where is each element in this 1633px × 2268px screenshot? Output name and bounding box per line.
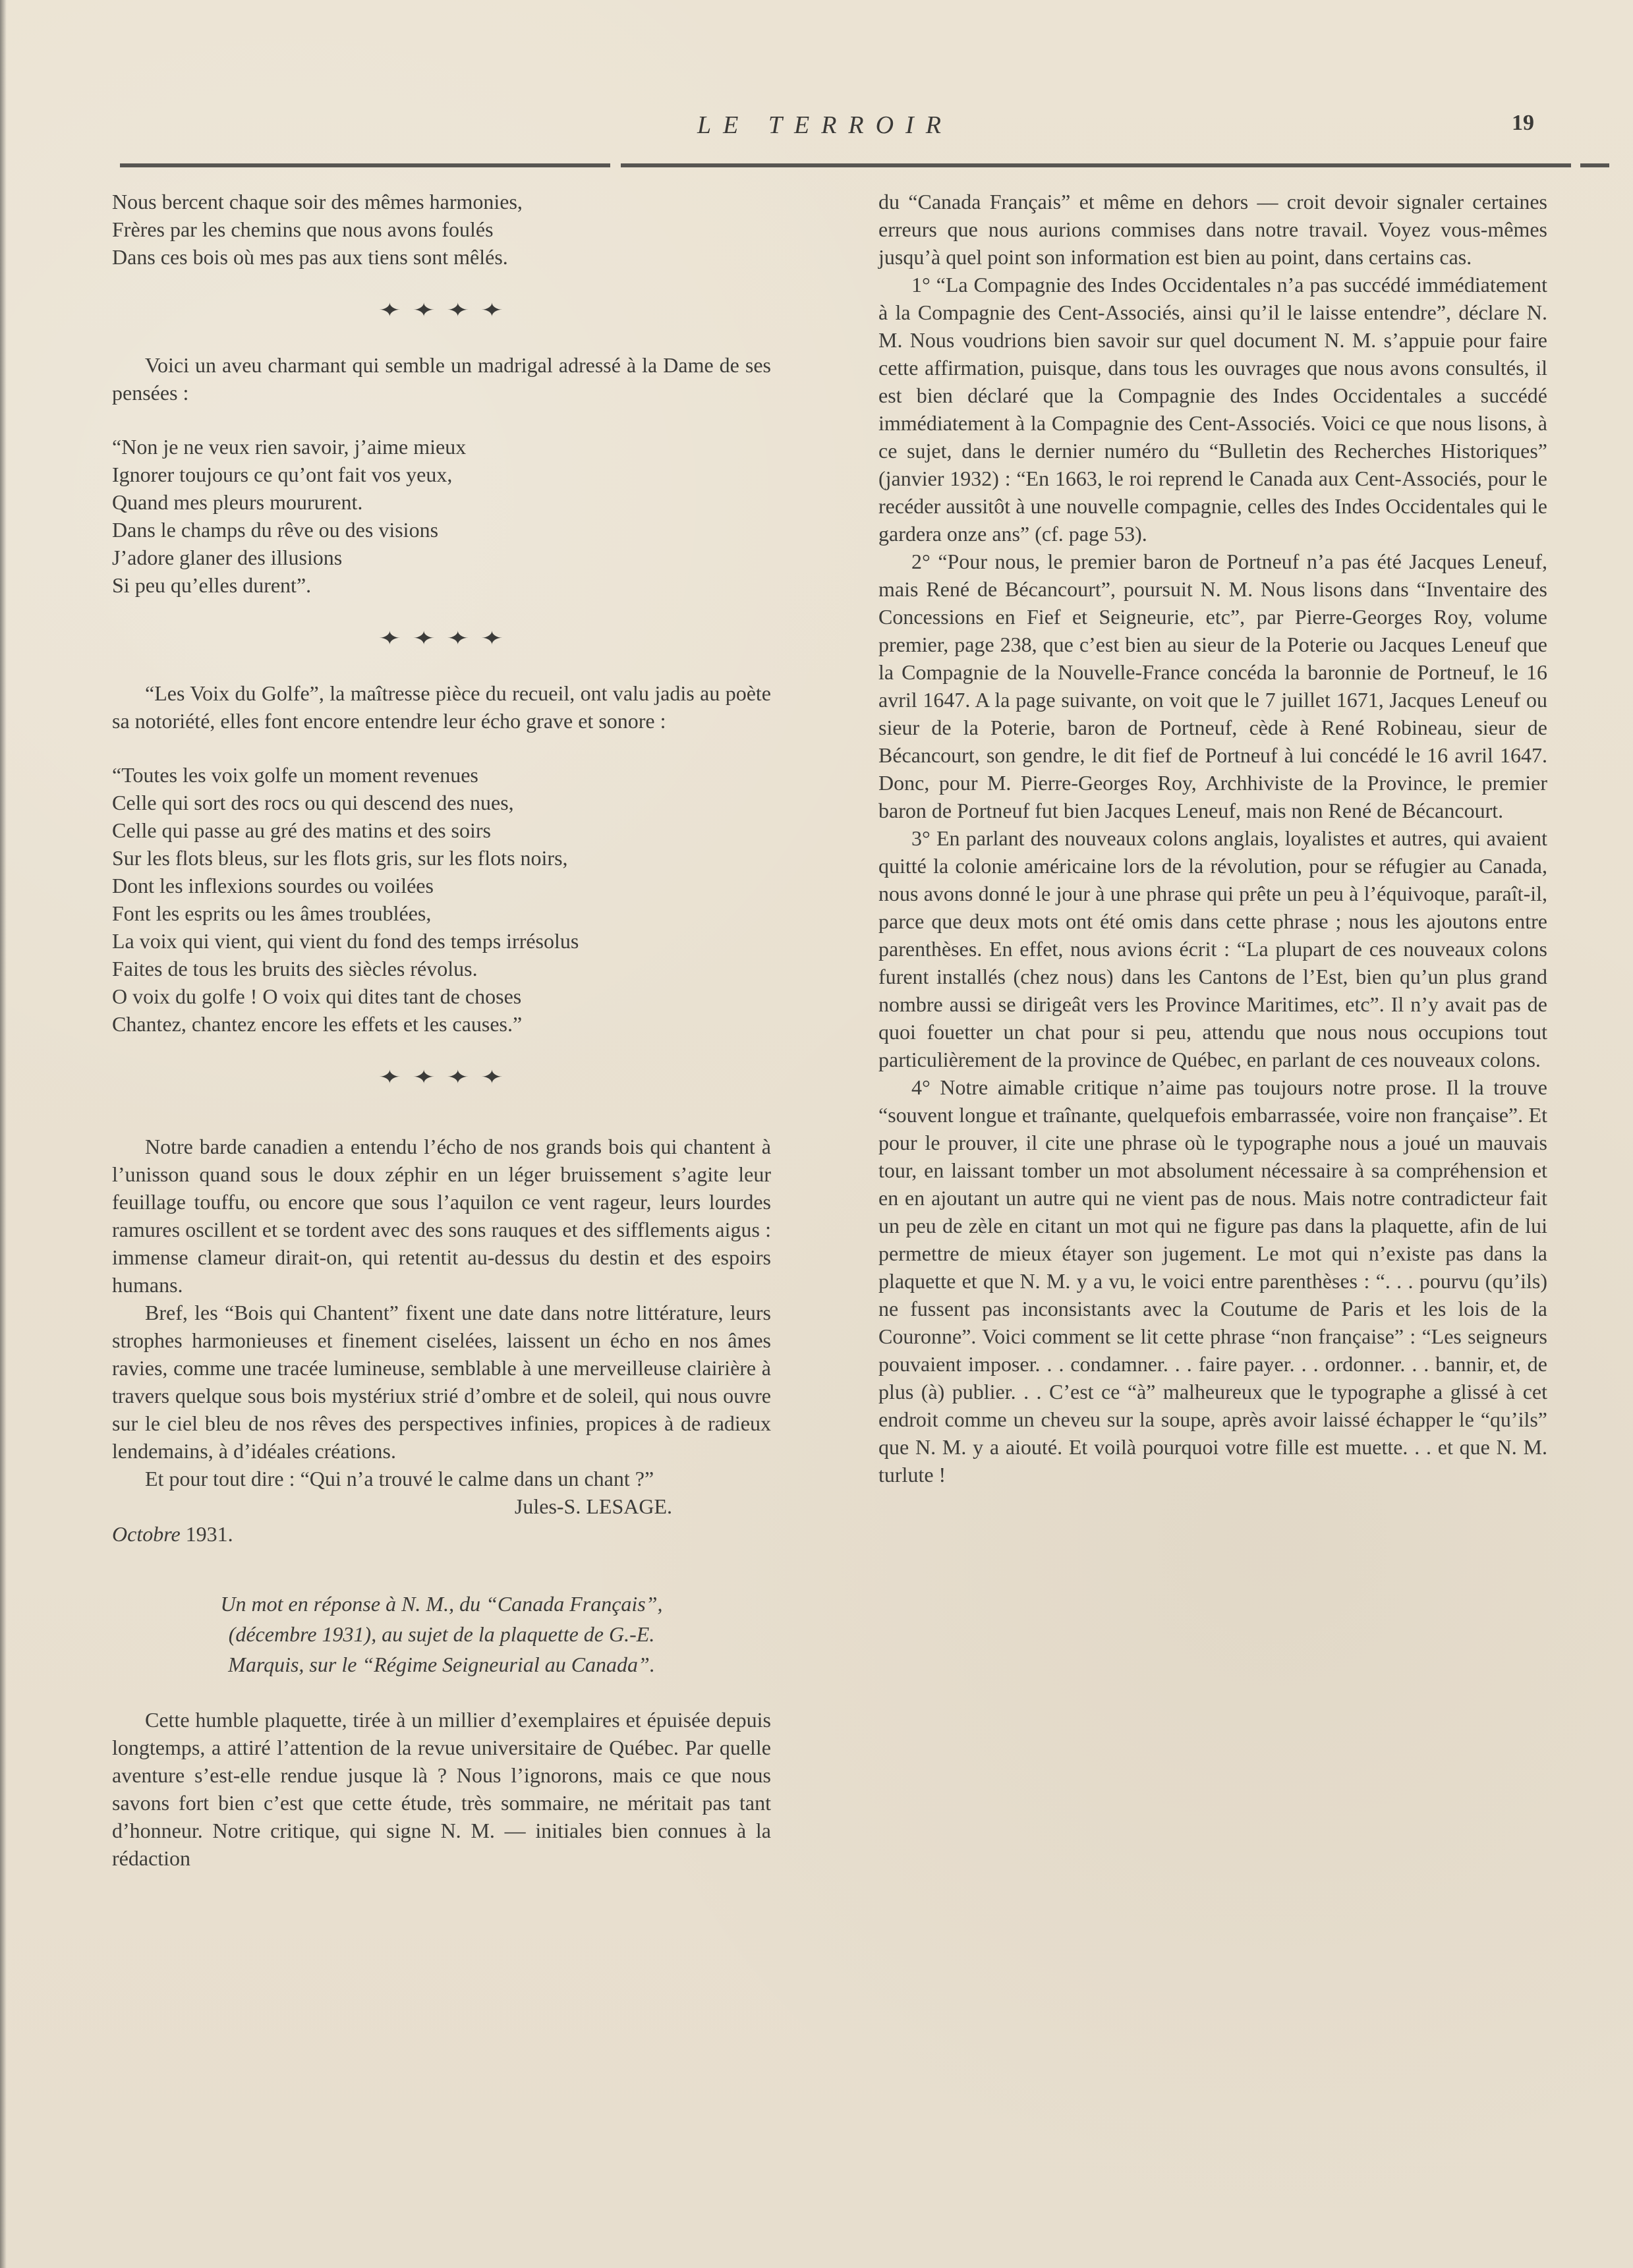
ornament-text: ✦ ✦ ✦ ✦: [378, 300, 505, 321]
publication-date: [112, 1520, 771, 1548]
poem-line: Sur les flots bleus, sur les flots gris, sur les flots noirs,: [112, 846, 568, 870]
numbered-paragraph-1: 1° “La Compagnie des Indes Occidentales n’a pas succédé immédiatement à la Compagnie des Cent-Associés, ainsi qu’il le laisse entendre”, déclare N. M. Nous voudrions bien savoir sur quel document N. M. s’appuie pour faire cette affirmation, puisque, dans tous les ouvrages que nous avons consultés, il est bien déclaré que la Compagnie des Indes Occidentales a succédé immédiatement à la Compagnie des Cent-Associés. Voici ce que nous lisons, à ce sujet, dans le dernier numéro du “Bulletin des Recherches Historiques” (janvier 1932) : “En 1663, le roi reprend le Canada aux Cent-Associés, pour le recéder aussitôt à une nouvelle compagnie, celles des Indes Occidentales qui le gardera onze ans” (cf. page 53).: [878, 273, 1547, 546]
poem-line: Quand mes pleurs moururent.: [112, 490, 363, 514]
author-signature-text: Jules-S. LESAGE.: [514, 1494, 672, 1518]
ornament-text: ✦ ✦ ✦ ✦: [378, 629, 505, 649]
ornament-divider-1: [112, 297, 771, 325]
poem-line: Dont les inflexions sourdes ou voilées: [112, 874, 434, 897]
intro-paragraph-2: “Les Voix du Golfe”, la maîtresse pièce du recueil, ont valu jadis au poète sa notoriété, elles font encore entendre leur écho grave et sonore :: [112, 681, 771, 733]
article-title-line-1: Un mot en réponse à N. M., du “Canada Français”,: [220, 1592, 663, 1616]
poem-line: J’adore glaner des illusions: [112, 546, 343, 569]
poem-line: Si peu qu’elles durent”.: [112, 573, 312, 597]
numbered-paragraph-4: 4° Notre aimable critique n’aime pas toujours notre prose. Il la trouve “souvent longue et traînante, quelquefois embarrassée, voire non française”. Et pour le prouver, il cite une phrase où le typographe nous a joué un mauvais tour, en laissant tomber un mot absolument nécessaire à sa compréhension et en en ajoutant un autre qui ne vient pas de nous. Mais notre contradicteur fait un peu de zèle en citant un mot qui ne figure pas dans la plaquette, afin de lui permettre de mieux étayer son jugement. Le mot qui n’existe pas dans la plaquette et que N. M. y a vu, le voici entre parenthèses : “. . . pourvu (qu’ils) ne fussent pas inconsistants avec la Coutume de Paris et les lois de la Couronne”. Voici comment se lit cette phrase “non française” : “Les seigneurs pouvaient imposer. . . condamner. . . faire payer. . . ordonner. . . bannir, et, de plus (à) publier. . . C’est ce “à” malheureux que le typographe a glissé à cet endroit comme un cheveu sur la soupe, après avoir laissé échapper le “qu’ils” que N. M. y a aiouté. Et voilà pourquoi votre fille est muette. . . et que N. M. turlute !: [878, 1075, 1547, 1487]
poem-excerpt-2: [112, 433, 771, 599]
running-title: LE TERROIR: [697, 111, 953, 139]
body-paragraph-2: Bref, les “Bois qui Chantent” fixent une date dans notre littérature, leurs strophes harmonieuses et finement ciselées, laissent un écho en nos âmes ravies, comme une tracée lumineuse, semblable à une merveilleuse clairière à travers quelque sous bois mystériux strié d’ombre et de soleil, qui nous ouvre sur le ciel bleu de nos rêves des perspectives infinies, propices à de radieux lendemains, à d’idéales créations.: [112, 1301, 771, 1463]
article-title-line-2: (décembre 1931), au sujet de la plaquette de G.-E.: [228, 1622, 655, 1646]
page-number: 19: [1512, 111, 1534, 135]
header-rule-middle: [621, 163, 1571, 167]
poem-line: Celle qui sort des rocs ou qui descend des nues,: [112, 791, 514, 814]
poem-line: “Toutes les voix golfe un moment revenues: [112, 763, 478, 787]
ornament-text: ✦ ✦ ✦ ✦: [378, 1067, 505, 1088]
header-rule-left: [120, 163, 610, 167]
author-signature: [112, 1492, 771, 1520]
article-title-block: [112, 1589, 771, 1680]
poem-line: Dans le champs du rêve ou des visions: [112, 518, 439, 542]
page-header: [99, 105, 1549, 178]
poem-line: Faites de tous les bruits des siècles révolus.: [112, 957, 478, 980]
body-paragraph-4: Cette humble plaquette, tirée à un millier d’exemplaires et épuisée depuis longtemps, a attiré l’attention de la revue universitaire de Québec. Par quelle aventure s’est-elle rendue jusque là ? Nous l’ignorons, mais ce que nous savons fort bien c’est que cette étude, très sommaire, ne méritait pas tant d’honneur. Notre critique, qui signe N. M. — initiales bien connues à la rédaction: [112, 1708, 771, 1870]
ornament-divider-2: [112, 625, 771, 653]
poem-excerpt-3: [112, 761, 771, 1038]
poem-line: La voix qui vient, qui vient du fond des temps irrésolus: [112, 929, 579, 953]
poem-line: Font les esprits ou les âmes troublées,: [112, 901, 432, 925]
poem-line: O voix du golfe ! O voix qui dites tant de choses: [112, 984, 522, 1008]
article-title-line-3: Marquis, sur le “Régime Seigneurial au Canada”.: [228, 1653, 655, 1676]
page-edge: [0, 0, 7, 2268]
ornament-divider-3: [112, 1064, 771, 1092]
poem-line: Chantez, chantez encore les effets et les causes.”: [112, 1012, 523, 1036]
poem-line: “Non je ne veux rien savoir, j’aime mieux: [112, 435, 467, 459]
date-month: Octobre: [112, 1522, 181, 1546]
poem-line: Frères par les chemins que nous avons foulés: [112, 217, 494, 241]
continued-paragraph: du “Canada Français” et même en dehors — croit devoir signaler certaines erreurs que nous aurions commises dans notre travail. Voyez vous-mêmes jusqu’à quel point son information est bien au point, dans certains cas.: [878, 190, 1547, 269]
body-paragraph-1: Notre barde canadien a entendu l’écho de nos grands bois qui chantent à l’unisson quand sous le doux zéphir en un léger bruissement s’agite leur feuillage touffu, ou encore que sous l’aquilon ce vent rageur, leurs lourdes ramures oscillent et se tordent avec des sons rauques et des sifflements aigus : immense clameur dirait-on, qui retentit au-dessus du destin et des espoirs humans.: [112, 1135, 771, 1297]
numbered-paragraph-3: 3° En parlant des nouveaux colons anglais, loyalistes et autres, qui avaient quitté la colonie américaine lors de la révolution, pour se réfugier au Canada, nous avons donné le jour à une phrase qui prête un peu à l’équivoque, paraît-il, parce que deux mots ont été omis dans cette phrase ; nous les ajoutons entre parenthèses. En effet, nous avions écrit : “La plupart de ces nouveaux colons furent installés (chez nous) dans les Cantons de l’Est, bien qu’un plus grand nombre aussi se dirigeât vers les Province Maritimes, etc”. Il n’y avait pas de quoi fouetter un chat pour si peu, attendu que nous nous occupions tout particulièrement de la province de Québec, en parlant de ces nouveaux colons.: [878, 826, 1547, 1071]
poem-excerpt-1: [112, 188, 771, 271]
right-column: [878, 188, 1547, 1488]
poem-line: Nous bercent chaque soir des mêmes harmonies,: [112, 190, 523, 213]
numbered-paragraph-2: 2° “Pour nous, le premier baron de Portneuf n’a pas été Jacques Leneuf, mais René de Bécancourt”, poursuit N. M. Nous lisons dans “Inventaire des Concessions en Fief et Seigneurie, etc”, par Pierre-Georges Roy, volume premier, page 238, que c’est bien au sieur de la Poterie ou Jacques Leneuf que la Compagnie de la Nouvelle-France concéda la baronnie de Portneuf, le 16 avril 1647. A la page suivante, on voit que le 7 juillet 1671, Jacques Leneuf ou sieur de la Poterie, baron de Portneuf, cède à René Robineau, sieur de Bécancourt, son gendre, le dit fief de Portneuf à lui concédé le 16 avril 1647. Donc, pour M. Pierre-Georges Roy, Archhiviste de la Province, le premier baron de Portneuf fut bien Jacques Leneuf, mais non René de Bécancourt.: [878, 550, 1547, 822]
poem-line: Ignorer toujours ce qu’ont fait vos yeux,: [112, 463, 453, 486]
intro-paragraph-1: Voici un aveu charmant qui semble un madrigal adressé à la Dame de ses pensées :: [112, 353, 771, 405]
poem-line: Celle qui passe au gré des matins et des soirs: [112, 818, 491, 842]
date-year: 1931.: [185, 1522, 233, 1546]
poem-line: Dans ces bois où mes pas aux tiens sont mêlés.: [112, 245, 508, 269]
body-paragraph-3: Et pour tout dire : “Qui n’a trouvé le calme dans un chant ?”: [145, 1467, 654, 1490]
header-rule-right: [1580, 163, 1609, 167]
left-column: [112, 188, 771, 1872]
